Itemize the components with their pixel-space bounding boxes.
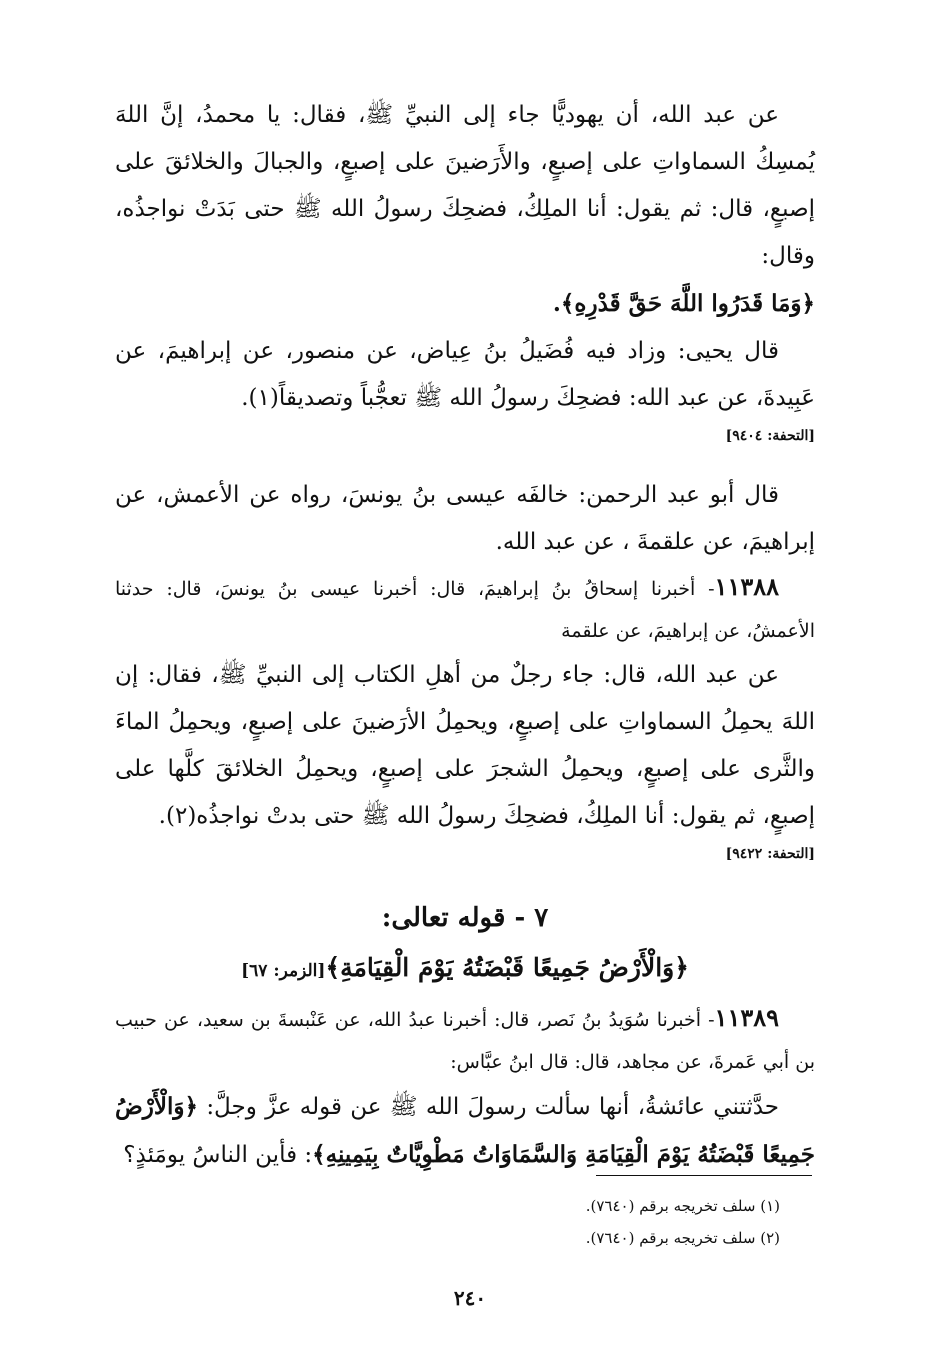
hadith-1389-isnad: [115, 997, 815, 1083]
section-verse: [115, 946, 815, 993]
hadith-number-1389: ١١٣٨٩: [714, 1003, 779, 1032]
footnote-divider: [596, 1175, 812, 1176]
quran-verse-2: ﴿وَالْأَرْضُ جَمِيعًا قَبْضَتُهُ يَوْمَ الْقِيَامَةِ وَالسَّمَاوَاتُ مَطْوِيَّاتٌ بِيَمِينِهِ﴾: [115, 1093, 815, 1168]
paragraph-3: قال أبو عبد الرحمن: خالفَه عيسى بنُ يونسَ، رواه عن الأعمش، عن إبراهيمَ، عن علقمةَ ، عن عبد الله.: [115, 482, 815, 555]
hadith-1388-isnad: [115, 566, 815, 652]
tuhfa-reference-2: [التحفة: ٩٤٢٢]: [725, 846, 815, 862]
section-title: ٧ - قوله تعالى:: [381, 903, 549, 933]
hadith-1389-body-text: حدَّثتني عائشةُ، أنها سألت رسولَ الله ﷺ عن قوله عزَّ وجلَّ:: [206, 1094, 780, 1120]
paragraph-4: عن عبد الله، قال: جاء رجلٌ من أهلِ الكتاب إلى النبيِّ ﷺ، فقال: إن اللهَ يحمِلُ السماواتِ على إصبعٍ، ويحمِلُ الأرَضينَ على إصبعٍ، ويحمِلُ الماءَ والثَّرى على إصبعٍ، ويحمِلُ الشجرَ على إصبعٍ، ويحمِلُ الخلائقَ كلَّها على إصبعٍ، ثم يقول: أنا الملِكُ، فضحِكَ رسولُ الله ﷺ حتى بدتْ نواجذُه(٢).: [115, 662, 815, 829]
hadith-1389-chain: - أخبرنا سُوَيدُ بنُ نَصر، قال: أخبرنا عبدُ الله، عن عَنْبسةَ بن سعيد، عن حبيب بن أبي عَمرةَ، عن مجاهد، قال: قال ابنُ عبَّاس:: [115, 1009, 815, 1073]
tuhfa-reference-1: [التحفة: ٩٤٠٤]: [725, 428, 815, 444]
footnote-1: (١) سلف تخريجه برقم (٧٦٤٠).: [585, 1197, 780, 1215]
paragraph-1: [115, 92, 815, 328]
footnotes: [280, 1190, 780, 1254]
hadith-1389-body: [115, 1083, 815, 1179]
sura-reference: [الزمر: ٦٧]: [241, 961, 326, 981]
hadith-number-1388: ١١٣٨٨: [714, 572, 779, 601]
paragraph-1-text: عن عبد الله، أن يهوديًّا جاء إلى النبيِّ ﷺ، فقال: يا محمدُ، إنَّ اللهَ يُمسِكُ السماواتِ على إصبعٍ، والأَرَضينَ على إصبعٍ، والجبالَ والخلائقَ على إصبعٍ، قال: ثم يقول: أنا الملِكُ، فضحِكَ رسولُ الله ﷺ حتى بَدَتْ نواجذُه، وقال:: [115, 102, 815, 269]
hadith-1388-chain: - أخبرنا إسحاقُ بنُ إبراهيمَ، قال: أخبرنا عيسى بنُ يونسَ، قال: حدثنا الأعمشُ، عن إبراهيمَ، عن علقمة: [115, 578, 815, 642]
footnote-2: (٢) سلف تخريجه برقم (٧٦٤٠).: [585, 1229, 780, 1247]
page-number: ٢٤٠: [453, 1286, 487, 1310]
paragraph-2: قال يحيى: وزاد فيه فُضَيلُ بنُ عِياض، عن منصور، عن إبراهيمَ، عن عَبِيدةَ، عن عبد الله: فضحِكَ رسولُ الله ﷺ تعجُّباً وتصديقاً(١).: [115, 338, 815, 411]
page-body: [115, 92, 815, 1179]
hadith-1389-tail: : فأين الناسُ يومَئذٍ؟: [123, 1142, 313, 1168]
section-verse-text: ﴿وَالْأَرْضُ جَمِيعًا قَبْضَتُهُ يَوْمَ الْقِيَامَةِ﴾: [325, 953, 689, 982]
quran-verse-1: ﴿وَمَا قَدَرُوا اللَّهَ حَقَّ قَدْرِهِ﴾.: [552, 290, 815, 317]
